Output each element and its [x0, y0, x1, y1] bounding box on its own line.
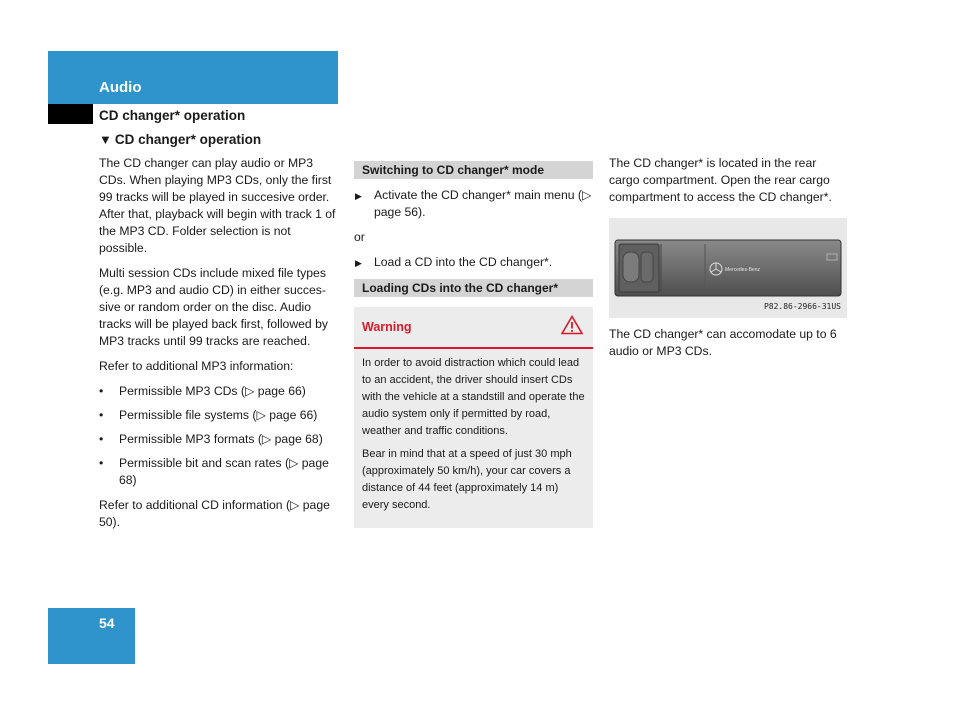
- arrow-right-icon: ▶: [355, 258, 362, 268]
- warning-header: [354, 307, 593, 349]
- page-number: 54: [99, 615, 115, 631]
- list-item: [99, 383, 339, 400]
- warning-paragraph: Bear in mind that at a speed of just 30 mph (approximately 50 km/h), your car covers a distance of 44 feet (approximately 14 m) every second.: [362, 448, 572, 511]
- warning-title: Warning: [362, 320, 412, 334]
- instruction-step: [354, 187, 593, 221]
- warning-triangle-icon: [561, 315, 583, 335]
- paragraph: Multi session CDs include mixed file types (e.g. MP3 and audio CD) in either succes-sive or random order on the disc. Audio tracks will be played back first, followed by MP3 tracks until 99 tracks are reached.: [99, 266, 328, 348]
- mp3-info-list: [99, 383, 339, 489]
- list-item: [99, 455, 339, 489]
- bullet-icon: •: [99, 384, 104, 398]
- paragraph: The CD changer* can accomodate up to 6 audio or MP3 CDs.: [609, 327, 837, 358]
- step-text: Activate the CD changer* main menu (▷ page 56).: [374, 188, 592, 219]
- paragraph: The CD changer can play audio or MP3 CDs. When playing MP3 CDs, only the first 99 tracks will be played in succesive order. After that, playback will begin with track 1 of the MP3 CD. Folder selection is not possible.: [99, 156, 336, 255]
- link-text[interactable]: Permissible MP3 CDs (▷ page 66): [119, 384, 306, 398]
- footer-banner: [48, 608, 135, 664]
- list-item: [99, 431, 339, 448]
- link-text[interactable]: Permissible file systems (▷ page 66): [119, 408, 318, 422]
- link-text[interactable]: Permissible MP3 formats (▷ page 68): [119, 432, 323, 446]
- paragraph: Refer to additional MP3 information:: [99, 359, 294, 373]
- subheading: [99, 132, 261, 147]
- section-title: CD changer* operation: [99, 108, 246, 123]
- bullet-icon: •: [99, 432, 104, 446]
- column-right: [609, 155, 849, 368]
- header-banner: [48, 51, 338, 104]
- image-caption: P82.86-2966-31US: [763, 302, 841, 311]
- warning-body: [354, 349, 593, 528]
- column-left: [99, 155, 339, 539]
- warning-box: [354, 307, 593, 528]
- step-text: Load a CD into the CD changer*.: [374, 255, 553, 269]
- brand-text: Mercedes-Benz: [725, 267, 761, 273]
- section-tab-marker: [48, 104, 93, 124]
- paragraph: The CD changer* is located in the rear cargo compartment. Open the rear cargo compartment to access the CD changer*.: [609, 156, 832, 204]
- subheading-text: CD changer* operation: [114, 132, 262, 147]
- cd-changer-image: [609, 218, 847, 318]
- paragraph[interactable]: Refer to additional CD information (▷ page 50).: [99, 498, 330, 529]
- cd-changer-illustration: [609, 218, 847, 304]
- bullet-icon: •: [99, 456, 104, 470]
- triangle-down-icon: ▼: [99, 132, 112, 147]
- bullet-icon: •: [99, 408, 104, 422]
- list-item: [99, 407, 339, 424]
- link-text[interactable]: Permissible bit and scan rates (▷ page 68): [119, 456, 329, 487]
- instruction-step: [354, 254, 593, 271]
- heading-loading-cds: Loading CDs into the CD changer*: [354, 279, 593, 297]
- warning-paragraph: In order to avoid distraction which could lead to an accident, the driver should insert CDs with the vehicle at a standstill and operate the audio system only if permitted by road, weather and traffic conditions.: [362, 357, 585, 437]
- column-middle: [354, 161, 593, 528]
- or-text: or: [354, 230, 365, 244]
- arrow-right-icon: ▶: [355, 191, 362, 201]
- chapter-title: Audio: [99, 79, 142, 96]
- heading-switching-mode: Switching to CD changer* mode: [354, 161, 593, 179]
